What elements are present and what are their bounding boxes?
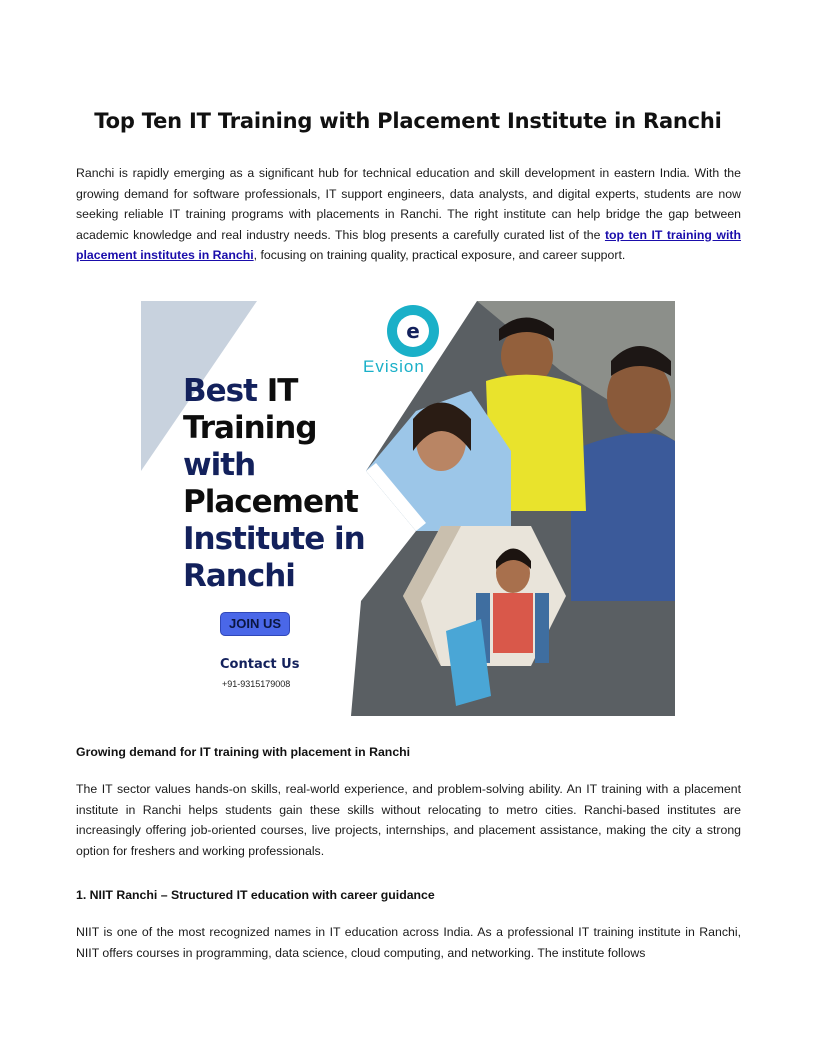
page-title: Top Ten IT Training with Placement Institute in Ranchi <box>94 109 722 133</box>
headline-word-best: Best <box>183 373 257 409</box>
intro-text-end: , focusing on training quality, practical exposure, and career support. <box>253 248 626 262</box>
section-paragraph-niit: NIIT is one of the most recognized names in IT education across India. As a professional IT training institute in Ranchi, NIIT offers courses in programming, data science, cloud computing, and networking. The institute follows <box>76 925 741 960</box>
contact-label: Contact Us <box>220 657 300 672</box>
section-heading-demand: Growing demand for IT training with placement in Ranchi <box>76 745 411 759</box>
contact-phone: +91-9315179008 <box>222 679 291 689</box>
logo-wordmark: Evision <box>363 357 425 376</box>
banner-headline <box>183 373 365 595</box>
headline-line-ranchi: Ranchi <box>183 558 295 594</box>
student-top <box>493 593 533 653</box>
intro-link[interactable]: top ten IT training with placement institutes in Ranchi <box>76 227 741 262</box>
headline-line-placement: Placement <box>183 484 358 520</box>
headline-line-training: Training <box>183 410 317 446</box>
student-jacket-right <box>535 593 549 663</box>
logo-letter: e <box>406 319 420 343</box>
headline-line-with: with <box>183 447 256 483</box>
banner-image <box>141 301 675 716</box>
join-us-button[interactable]: JOIN US <box>220 612 290 636</box>
headline-line-institute: Institute in <box>183 521 365 557</box>
section-heading-niit: 1. NIIT Ranchi – Structured IT education with career guidance <box>76 888 435 902</box>
headline-word-it: IT <box>266 373 298 409</box>
section-paragraph-demand: The IT sector values hands-on skills, real-world experience, and problem-solving ability. An IT training with a placement institute in Ranchi helps students gain these skills without relocating to metro cities. Ranchi-based institutes are increasingly offering job-oriented courses, live projects, internships, and placement assistance, making the city a strong option for freshers and working professionals. <box>76 782 741 858</box>
intro-text-start: Ranchi is rapidly emerging as a significant hub for technical education and skill development in eastern India. With the growing demand for software professionals, IT support engineers, data analysts, and digital experts, students are now seeking reliable IT training programs with placements in Ranchi. The right institute can help bridge the gap between academic knowledge and real industry needs. This blog presents a carefully curated list of the <box>76 166 741 242</box>
person-shirt-right <box>571 433 675 601</box>
intro-paragraph <box>76 163 741 266</box>
